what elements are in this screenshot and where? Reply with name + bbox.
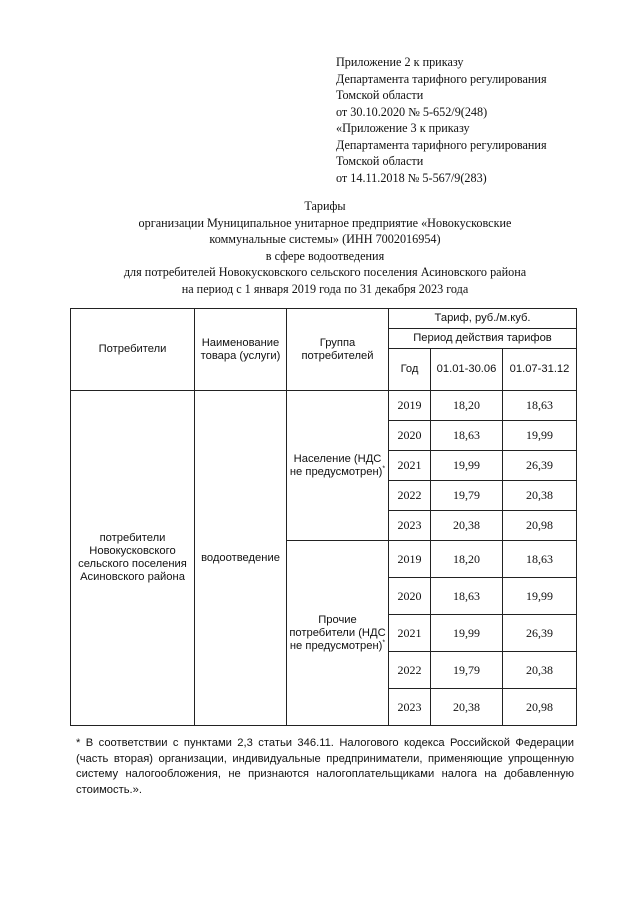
- footnote-mark: *: [382, 638, 386, 646]
- tariff-table: [70, 308, 577, 726]
- tariff-h2-cell: 19,99: [503, 578, 577, 615]
- tariff-h1-cell: 19,79: [431, 652, 503, 689]
- header-period: Период действия тарифов: [389, 329, 577, 349]
- product-cell: водоотведение: [195, 391, 287, 726]
- group-cell: [287, 541, 389, 726]
- tariff-h1-cell: 19,79: [431, 481, 503, 511]
- tariff-h1-cell: 18,20: [431, 391, 503, 421]
- table-row: [71, 391, 577, 421]
- tariff-h2-cell: 20,38: [503, 652, 577, 689]
- year-cell: 2019: [389, 391, 431, 421]
- heading-line: организации Муниципальное унитарное предприятие «Новокусковские: [138, 215, 512, 230]
- appendix-block: [336, 54, 626, 186]
- appendix-line: Томской области: [336, 154, 424, 168]
- tariff-h1-cell: 18,63: [431, 421, 503, 451]
- tariff-h2-cell: 20,38: [503, 481, 577, 511]
- year-cell: 2022: [389, 652, 431, 689]
- appendix-line: «Приложение 3 к приказу: [336, 121, 470, 135]
- tariff-h2-cell: 18,63: [503, 391, 577, 421]
- year-cell: 2021: [389, 451, 431, 481]
- appendix-line: от 14.11.2018 № 5-567/9(283): [336, 170, 487, 185]
- heading-line: в сфере водоотведения: [265, 248, 385, 263]
- header-half2: 01.07-31.12: [503, 349, 577, 391]
- heading-title: Тарифы: [304, 199, 346, 213]
- year-cell: 2020: [389, 421, 431, 451]
- tariff-h2-cell: 20,98: [503, 689, 577, 726]
- group-cell: [287, 391, 389, 541]
- group-name: Население (НДС не предусмотрен): [289, 452, 383, 478]
- appendix-line: Департамента тарифного регулирования: [336, 137, 547, 152]
- tariff-h1-cell: 18,20: [431, 541, 503, 578]
- tariff-h2-cell: 18,63: [503, 541, 577, 578]
- tariff-h1-cell: 19,99: [431, 451, 503, 481]
- header-year: Год: [389, 349, 431, 391]
- heading-line: для потребителей Новокусковского сельского поселения Асиновского района: [123, 265, 527, 280]
- footnote-mark: *: [382, 464, 386, 472]
- header-half1: 01.01-30.06: [431, 349, 503, 391]
- appendix-line: от 30.10.2020 № 5-652/9(248): [336, 104, 488, 119]
- footnote: * В соответствии с пунктами 2,3 статьи 346.11. Налогового кодекса Российской Федерации (часть вторая) организации, индивидуальные предприниматели, применяющие упрощенную систему налогообложения, не признаются налогоплательщиками налога на добавленную стоимость.».: [76, 737, 574, 796]
- appendix-line: Департамента тарифного регулирования: [336, 71, 547, 86]
- heading-line: на период с 1 января 2019 года по 31 декабря 2023 года: [181, 281, 469, 296]
- header-consumers: Потребители: [71, 309, 195, 391]
- consumer-cell: потребители Новокусковского сельского поселения Асиновского района: [71, 391, 195, 726]
- appendix-line: Томской области: [336, 88, 424, 102]
- tariff-h2-cell: 26,39: [503, 451, 577, 481]
- tariff-h1-cell: 20,38: [431, 689, 503, 726]
- tariff-h2-cell: 19,99: [503, 421, 577, 451]
- header-product: Наименование товара (услуги): [195, 309, 287, 391]
- year-cell: 2020: [389, 578, 431, 615]
- year-cell: 2023: [389, 689, 431, 726]
- tariff-h1-cell: 20,38: [431, 511, 503, 541]
- tariff-h1-cell: 19,99: [431, 615, 503, 652]
- tariff-h2-cell: 20,98: [503, 511, 577, 541]
- year-cell: 2019: [389, 541, 431, 578]
- year-cell: 2023: [389, 511, 431, 541]
- heading-line: коммунальные системы» (ИНН 7002016954): [209, 232, 441, 247]
- tariff-h1-cell: 18,63: [431, 578, 503, 615]
- appendix-line: Приложение 2 к приказу: [336, 55, 464, 69]
- year-cell: 2022: [389, 481, 431, 511]
- document-heading: [40, 198, 610, 298]
- header-group: Группа потребителей: [287, 309, 389, 391]
- tariff-h2-cell: 26,39: [503, 615, 577, 652]
- header-tariff: Тариф, руб./м.куб.: [389, 309, 577, 329]
- year-cell: 2021: [389, 615, 431, 652]
- group-name: Прочие потребители (НДС не предусмотрен): [289, 613, 386, 652]
